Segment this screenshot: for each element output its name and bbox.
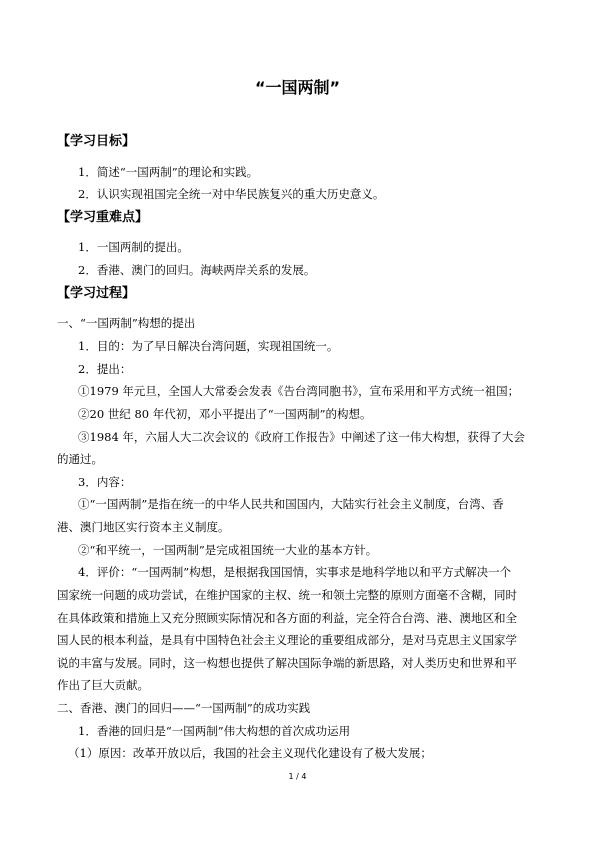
section-heading-goals: 【学习目标】 [57,134,136,149]
process-line: 说的丰富与发展。同时，这一构想也提供了解决国际争端的新思路，对人类历史和世界和平 [57,656,517,670]
process-line: ①“一国两制”是指在统一的中华人民共和国国内，大陆实行社会主义制度，台湾、香 [78,497,504,511]
process-line: ②20 世纪 80 年代初，邓小平提出了“一国两制”的构想。 [78,407,372,421]
process-line: ②“和平统一，一国两制”是完成祖国统一大业的基本方针。 [78,543,378,557]
page-number: 1 / 4 [288,772,307,781]
process-line: 1．目的：为了早日解决台湾问题，实现祖国统一。 [78,339,339,353]
process-subheading-2: 二、香港、澳门的回归——“一国两制”的成功实践 [57,701,311,715]
goal-item-2: 2．认识实现祖国完全统一对中华民族复兴的重大历史意义。 [78,187,385,201]
process-line: ③1984 年，六届人大二次会议的《政府工作报告》中阐述了这一伟大构想，获得了大会 [78,430,525,444]
process-line: ①1979 年元旦，全国人大常委会发表《告台湾同胞书》，宣布采用和平方式统一祖国； [78,384,520,398]
process-line: 2．提出： [78,362,132,376]
process-line: 港、澳门地区实行资本主义制度。 [57,520,230,534]
process-line: 国人民的根本利益，是具有中国特色社会主义理论的重要组成部分，是对马克思主义国家学 [57,633,517,647]
section-heading-key-points: 【学习重难点】 [57,210,149,225]
section-heading-process: 【学习过程】 [57,286,136,301]
process-subheading-1: 一、“一国两制”构想的提出 [57,316,196,330]
goal-item-1: 1．简述“一国两制”的理论和实践。 [78,165,259,179]
key-point-item-2: 2．香港、澳门的回归。海峡两岸关系的发展。 [78,263,316,277]
key-point-item-1: 1．一国两制的提出。 [78,240,189,254]
process-line: 的通过。 [57,452,103,466]
process-line: 作出了巨大贡献。 [57,678,149,692]
process-line: （1）原因：改革开放以后，我国的社会主义现代化建设有了极大发展； [68,746,432,760]
process-line: 1．香港的回归是“一国两制”伟大构想的首次成功运用 [78,724,351,738]
page-title: “一国两制” [254,78,341,97]
process-line: 国家统一问题的成功尝试，在维护国家的主权、统一和领土完整的原则方面毫不含糊，同时 [57,588,517,602]
process-line: 4．评价：“一国两制”构想，是根据我国国情，实事求是地科学地以和平方式解决一个 [78,565,512,579]
process-line: 在具体政策和措施上又充分照顾实际情况和各方面的利益，完全符合台湾、港、澳地区和全 [57,611,517,625]
process-line: 3．内容： [78,475,132,489]
